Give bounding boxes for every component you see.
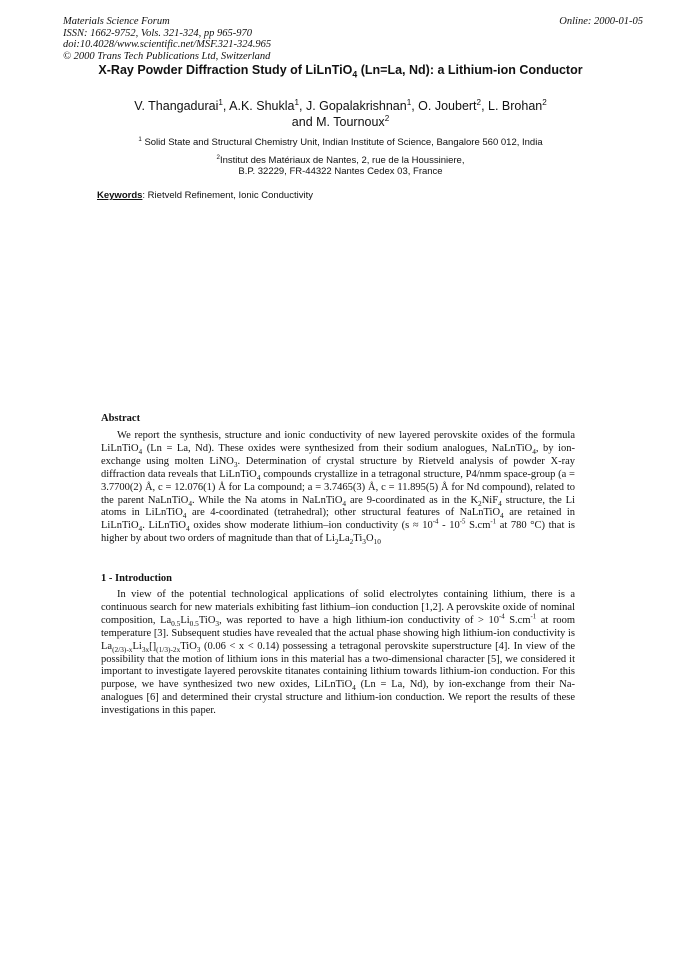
keywords-label: Keywords bbox=[97, 190, 143, 201]
abstract-body: We report the synthesis, structure and ionic conductivity of new layered perovskite oxides of the formula LiLnTiO$_4$ (Ln = La, Nd). These oxides were synthesized from their sodium analogues, NaLnTiO$_4$, by ion-exchange using molten LiNO$_3$. Determination of crystal structure by Rietveld analysis of powder X-ray diffraction data reveals that LiLnTiO$_4$ compounds crystallize in a tetragonal structure, P4/nmm space-group (a = 3.7700(2) Å, c = 12.076(1) Å for La compound; a = 3.7465(3) Å, c = 11.895(5) Å for Nd compound), related to the parent NaLnTiO$_4$. While the Na atoms in NaLnTiO$_4$ are 9-coordinated as in the $K_2NiF_4$ structure, the Li atoms in LiLnTiO$_4$ are 4-coordinated (tetrahedral); other structural features of NaLnTiO$_4$ are retained in LiLnTiO$_4$. LiLnTiO$_4$ oxides show moderate lithium–ion conductivity ($s \approx 10^{-4} - 10^{-5}$ $S.cm^{-1}$ at 780 °C) that is higher by about two orders of magnitude than that of $Li_2La_2Ti_3O_{10}$ bbox=[101, 430, 576, 547]
keywords-list: : Rietveld Refinement, Ionic Conductivity bbox=[142, 190, 313, 201]
author-list bbox=[63, 98, 618, 130]
journal-issn: ISSN: 1662-9752, Vols. 321-324, pp 965-970 bbox=[63, 27, 252, 39]
author: L. Brohan$^2$ bbox=[488, 97, 547, 113]
title-text: X-Ray Powder Diffraction Study of LiLnTiO bbox=[98, 63, 353, 77]
journal-copyright: © 2000 Trans Tech Publications Ltd, Switzerland bbox=[63, 50, 271, 62]
journal-header bbox=[63, 16, 643, 62]
affiliation-1: $^1$ Solid State and Structural Chemistry Unit, Indian Institute of Science, Bangalore 560 012, India bbox=[138, 135, 543, 148]
introduction-body: In view of the potential technological applications of solid electrolytes containing lithium, there is a continuous search for new materials exhibiting fast lithium–ion conduction [1,2]. A perovskite oxide of nominal composition, $La_{0.5}Li_{0.5}TiO_3$, was reported to have a high lithium-ion conductivity of > $10^{-4}$ $S.cm^{-1}$ at room temperature [3]. Subsequent studies have revealed that the actual phase showing high lithium-ion conductivity is $La_{(2/3)-x}Li_{3x}[]_{(1/3)-2x}TiO_3$ (0.06 < x < 0.14) possessing a tetragonal perovskite superstructure [4]. In view of the possibility that the motion of lithium ions in this material has a two-dimensional character [5], we considered it important to investigate layered perovskite titanates containing lithium towards lithium-ion conduction. For this purpose, we have synthesized two new oxides, LiLnTiO$_4$ (Ln = La, Nd), by ion-exchange from their Na-analogues [6] and determined their crystal structure and lithium-ion conduction. We report the results of these investigations in this paper. bbox=[101, 589, 575, 717]
online-date: Online: 2000-01-05 bbox=[559, 16, 643, 27]
section-heading-introduction: 1 - Introduction bbox=[101, 573, 172, 584]
affiliation-2: $^2$Institut des Matériaux de Nantes, 2, rue de la Houssiniere, B.P. 32229, FR-44322 Nantes Cedex 03, France bbox=[216, 153, 465, 177]
paper-title bbox=[63, 63, 618, 78]
author: and M. Tournoux$^2$ bbox=[291, 113, 390, 129]
keywords bbox=[97, 190, 313, 201]
author: V. Thangadurai$^1$, bbox=[134, 97, 230, 113]
author: O. Joubert$^2$, bbox=[418, 97, 489, 113]
journal-doi: doi:10.4028/www.scientific.net/MSF.321-324.965 bbox=[63, 39, 272, 51]
author: J. Gopalakrishnan$^1$, bbox=[305, 97, 419, 113]
author: A.K. Shukla$^1$, bbox=[229, 97, 306, 113]
journal-name: Materials Science Forum bbox=[63, 16, 170, 27]
title-subscript: 4 bbox=[352, 69, 358, 80]
abstract-heading: Abstract bbox=[101, 413, 141, 424]
title-text-continued: (Ln=La, Nd): a Lithium-ion Conductor bbox=[357, 63, 583, 77]
